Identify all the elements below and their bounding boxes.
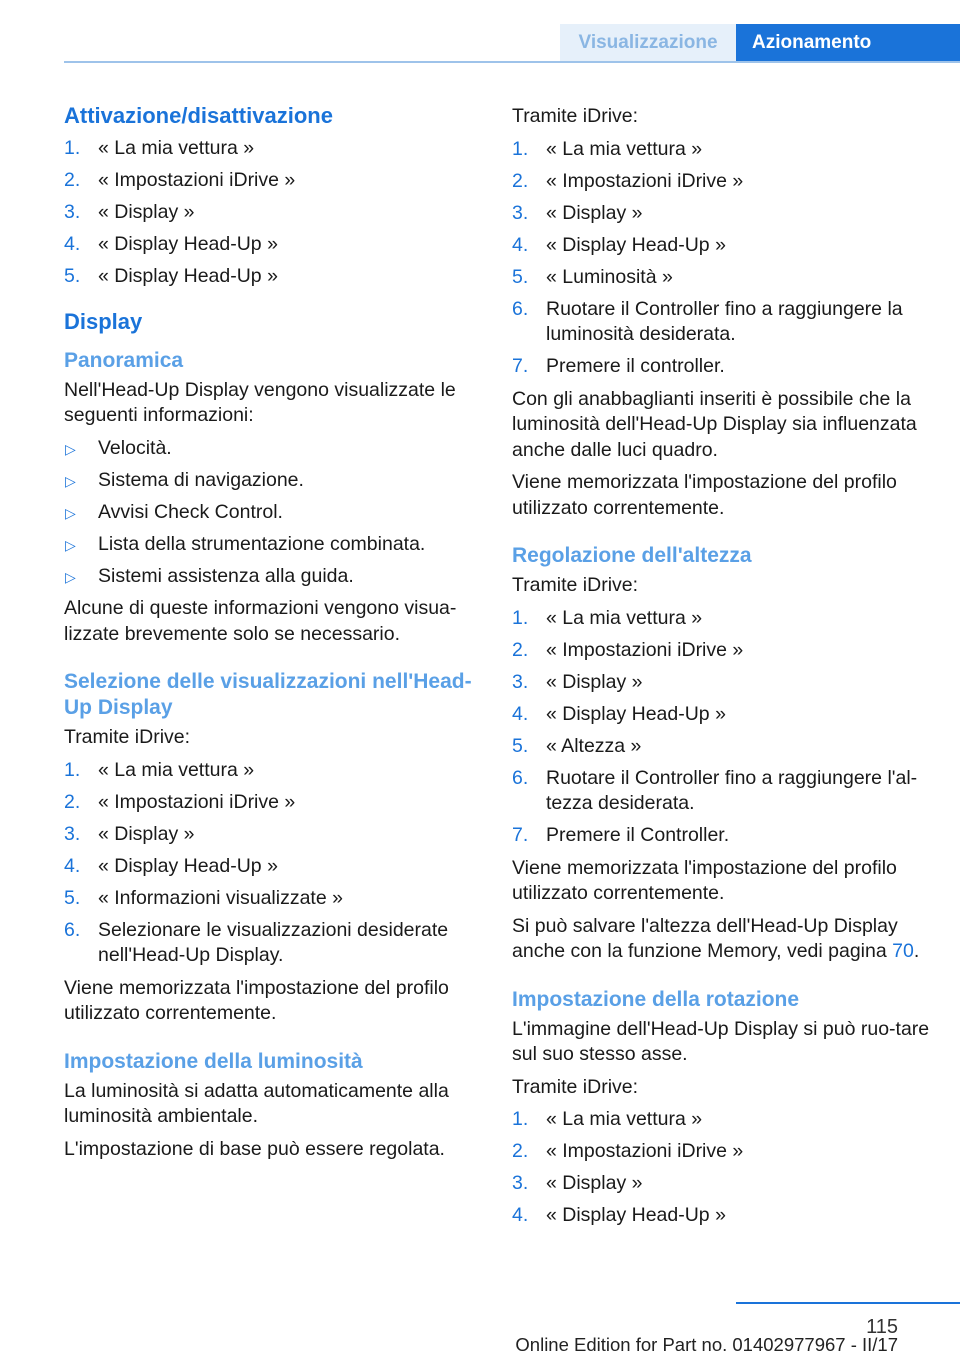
header-rule — [64, 61, 960, 63]
tab-azionamento[interactable]: Azionamento — [736, 24, 960, 61]
list-item: 1. « La mia vettura » — [512, 1108, 703, 1130]
list-item: 1. « La mia vettura » — [64, 758, 255, 781]
triangle-bullet-icon: ▷ — [65, 472, 76, 489]
list-item: 1. « La mia vettura » — [512, 137, 703, 160]
brightness-note1: Con gli anabbaglianti inseriti è possibile che la luminosità dell'Head-Up Display sia influenzata anche dalle luci quadro. — [512, 387, 917, 461]
list-item: 5. « Informazioni visualizzate » — [64, 886, 343, 909]
triangle-bullet-icon: ▷ — [65, 536, 76, 553]
brightness-p1: La luminosità si adatta automaticamente alla luminosità ambientale. — [64, 1079, 449, 1127]
heading-overview: Panoramica — [64, 348, 184, 372]
rotation-steps — [512, 1107, 932, 1229]
list-item: 4. « Display Head-Up » — [512, 702, 726, 725]
list-item: 2. « Impostazioni iDrive » — [512, 1140, 744, 1162]
brightness-p2: L'impostazione di base può essere regolata. — [64, 1137, 445, 1160]
heading-display: Display — [64, 308, 143, 334]
list-item: 6. Selezionare le visualizzazioni desiderate nell'Head-Up Display. — [64, 918, 449, 966]
left-column — [64, 98, 474, 1169]
overview-intro: Nell'Head-Up Display vengono visualizzate le seguenti informazioni: — [64, 378, 456, 426]
activation-steps — [64, 136, 474, 290]
height-via: Tramite iDrive: — [512, 574, 639, 596]
list-item: ▷ Sistema di navigazione. — [64, 468, 474, 494]
selection-via: Tramite iDrive: — [64, 726, 191, 748]
overview-note: Alcune di queste informazioni vengono visua-lizzate brevemente solo se necessario. — [64, 597, 457, 645]
edition-note: Online Edition for Part no. 01402977967 - II/17 — [515, 1334, 898, 1355]
height-note1: Viene memorizzata l'impostazione del profilo utilizzato correntemente. — [512, 856, 897, 904]
list-item: ▷ Velocità. — [64, 436, 474, 462]
triangle-bullet-icon: ▷ — [65, 568, 76, 585]
height-note2: Si può salvare l'altezza dell'Head-Up Display anche con la funzione Memory, vedi pagina 70. — [512, 914, 920, 962]
list-item: 5. « Display Head-Up » — [64, 265, 278, 287]
list-item: 3. « Display » — [512, 670, 643, 693]
list-item: 2. « Impostazioni iDrive » — [512, 169, 744, 192]
selection-note: Viene memorizzata l'impostazione del profilo utilizzato correntemente. — [64, 976, 449, 1024]
list-item: 5. « Altezza » — [512, 734, 642, 757]
heading-brightness: Impostazione della luminosità — [64, 1049, 363, 1073]
footer-rule — [736, 1302, 960, 1304]
list-item: 5. « Luminosità » — [512, 265, 673, 288]
list-item: 6. Ruotare il Controller fino a raggiungere l'al-tezza desiderata. — [512, 766, 918, 814]
rotation-p: L'immagine dell'Head-Up Display si può ruo-tare sul suo stesso asse. — [512, 1017, 930, 1065]
list-item: 3. « Display » — [512, 1172, 643, 1194]
heading-rotation: Impostazione della rotazione — [512, 987, 800, 1011]
brightness-note2: Viene memorizzata l'impostazione del profilo utilizzato correntemente. — [512, 471, 897, 519]
list-item: 6. Ruotare il Controller fino a raggiungere la luminosità desiderata. — [512, 297, 903, 345]
selection-steps — [64, 758, 474, 969]
heading-selection: Selezione delle visualizzazioni nell'Head-Up Display — [64, 670, 472, 719]
list-item: 2. « Impostazioni iDrive » — [64, 169, 296, 191]
triangle-bullet-icon: ▷ — [65, 504, 76, 521]
list-item: 7. Premere il controller. — [512, 355, 725, 377]
brightness-steps — [512, 137, 932, 380]
list-item: 7. Premere il Controller. — [512, 824, 730, 846]
list-item: 3. « Display » — [64, 201, 195, 223]
brightness-via: Tramite iDrive: — [512, 105, 639, 127]
list-item: 4. « Display Head-Up » — [64, 854, 278, 877]
list-item: 2. « Impostazioni iDrive » — [512, 638, 744, 661]
list-item: 1. « La mia vettura » — [64, 137, 255, 159]
list-item: 4. « Display Head-Up » — [64, 233, 278, 255]
list-item: ▷ Lista della strumentazione combinata. — [64, 532, 474, 558]
list-item: 3. « Display » — [64, 822, 195, 845]
list-item: 3. « Display » — [512, 201, 643, 224]
heading-activation: Attivazione/disattivazione — [64, 103, 333, 128]
list-item: 4. « Display Head-Up » — [512, 233, 726, 256]
list-item: ▷ Sistemi assistenza alla guida. — [64, 564, 474, 590]
height-steps — [512, 606, 932, 849]
right-column — [512, 98, 932, 1236]
page-link-70[interactable]: 70 — [892, 940, 914, 962]
triangle-bullet-icon: ▷ — [65, 440, 76, 457]
list-item: 2. « Impostazioni iDrive » — [64, 790, 296, 813]
heading-height: Regolazione dell'altezza — [512, 544, 752, 567]
tab-visualizzazione[interactable]: Visualizzazione — [560, 24, 736, 61]
page-number: 115 — [866, 1316, 898, 1338]
overview-items — [64, 436, 474, 590]
list-item: 4. « Display Head-Up » — [512, 1204, 726, 1226]
list-item: ▷ Avvisi Check Control. — [64, 500, 474, 526]
rotation-via: Tramite iDrive: — [512, 1075, 639, 1098]
list-item: 1. « La mia vettura » — [512, 606, 703, 629]
